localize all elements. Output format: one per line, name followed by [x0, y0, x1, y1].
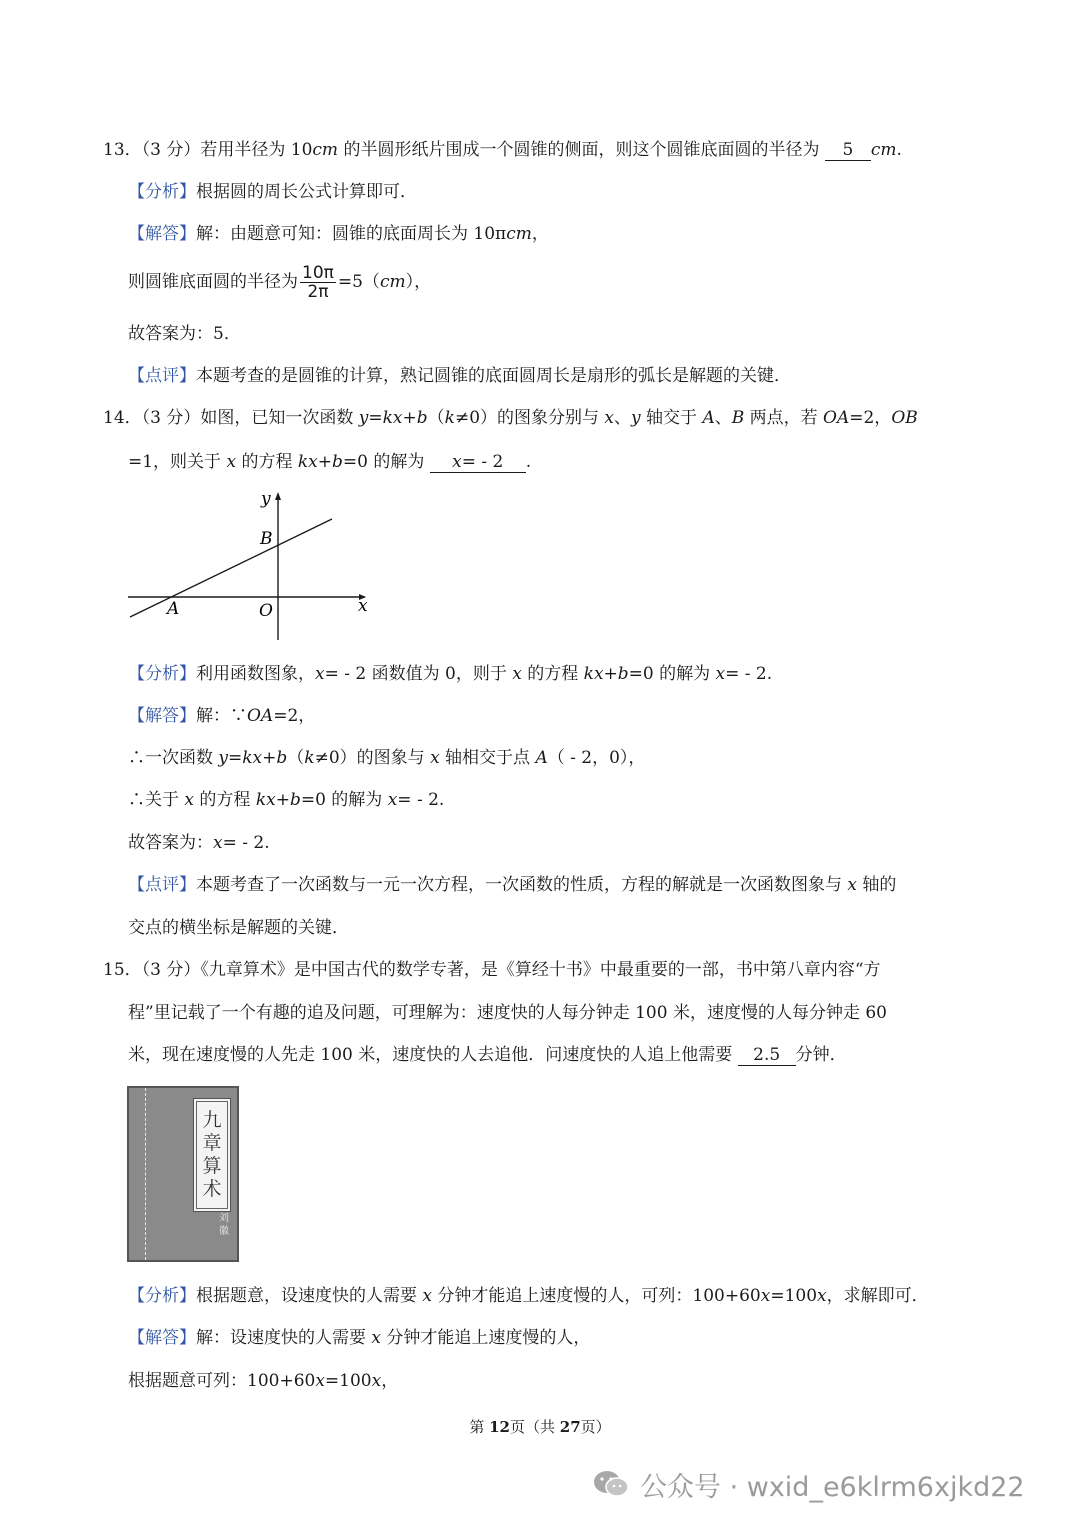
function-line — [130, 519, 332, 617]
q14-analysis: 【分析】利用函数图象，x= - 2 函数值为 0，则于 x 的方程 kx+b=0 的解为 x= - 2. — [128, 664, 773, 684]
fraction: $\frac{10\pi}{2\pi}$ — [302, 263, 334, 302]
linear-function-graph — [120, 484, 380, 644]
q14-final: 故答案为：x= - 2. — [128, 833, 270, 853]
q13-stem: 13．（3 分）若用半径为 10cm 的半圆形纸片围成一个圆锥的侧面，则这个圆锥底面圆的半径为 5 cm. — [103, 140, 902, 160]
q14-stem-line2: =1，则关于 x 的方程 kx+b=0 的解为 x= - 2 . — [128, 452, 532, 472]
point-a-label: A — [167, 599, 180, 619]
q13-final: 故答案为：5． — [128, 324, 241, 344]
watermark-text: 公众号 · wxid_e6klrm6xjkd22 — [640, 1471, 1025, 1503]
q14-answer-blank: x= - 2 — [430, 452, 526, 473]
point-b-label: B — [260, 529, 273, 549]
q14-comment-line1: 【点评】本题考查了一次函数与一元一次方程，一次函数的性质，方程的解就是一次函数图象与 x 轴的 — [128, 875, 897, 895]
q15-step1: 根据题意可列：100+60x=100x， — [128, 1371, 399, 1391]
watermark — [592, 1464, 1025, 1504]
q15-solution: 【解答】解：设速度快的人需要 x 分钟才能追上速度慢的人， — [128, 1328, 591, 1348]
q15-stem-line1: 15．（3 分）《九章算术》是中国古代的数学专著，是《算经十书》中最重要的一部，书中第八章内容“方 — [103, 960, 881, 980]
book-title-label: 九 章 算 术 — [193, 1098, 231, 1212]
q14-step2: ∴关于 x 的方程 kx+b=0 的解为 x= - 2. — [128, 790, 445, 810]
book-binding-line — [145, 1088, 146, 1260]
x-axis-label: x — [358, 596, 368, 616]
y-axis-arrow — [275, 492, 281, 500]
wechat-icon — [592, 1469, 630, 1499]
q13-step1: 则圆锥底面圆的半径为 $\frac{10\pi}{2\pi}$ =5（cm）， — [128, 263, 432, 302]
q15-answer-blank: 2.5 — [738, 1045, 796, 1066]
q14-comment-line2: 交点的横坐标是解题的关键． — [128, 918, 349, 938]
q13-solution: 【解答】解：由题意可知：圆锥的底面周长为 10πcm， — [128, 224, 549, 244]
q13-answer-blank: 5 — [825, 140, 871, 161]
q15-analysis: 【分析】根据题意，设速度快的人需要 x 分钟才能追上速度慢的人，可列：100+60x=100x，求解即可． — [128, 1286, 929, 1306]
q15-stem-line3: 米，现在速度慢的人先走 100 米，速度快的人去追他．问速度快的人追上他需要 2.5 分钟． — [128, 1045, 847, 1065]
q14-stem-line1: 14．（3 分）如图，已知一次函数 y=kx+b（k≠0）的图象分别与 x、y 轴交于 A、B 两点，若 OA=2，OB — [103, 408, 918, 428]
q15-stem-line2: 程”里记载了一个有趣的追及问题，可理解为：速度快的人每分钟走 100 米，速度慢的人每分钟走 60 — [128, 1003, 887, 1023]
page-footer: 第 12页（共 27页） — [469, 1418, 611, 1436]
q13-analysis: 【分析】根据圆的周长公式计算即可． — [128, 182, 417, 202]
q14-solution: 【解答】解：∵OA=2， — [128, 706, 316, 726]
book-author: 刘 徽 — [219, 1213, 229, 1237]
q13-comment: 【点评】本题考查的是圆锥的计算，熟记圆锥的底面圆周长是扇形的弧长是解题的关键． — [128, 366, 791, 386]
jiuzhang-suanshu-book-cover — [127, 1086, 239, 1262]
q14-step1: ∴一次函数 y=kx+b（k≠0）的图象与 x 轴相交于点 A（ - 2，0）， — [128, 748, 646, 768]
origin-label: O — [259, 601, 273, 621]
y-axis-label: y — [261, 489, 271, 509]
